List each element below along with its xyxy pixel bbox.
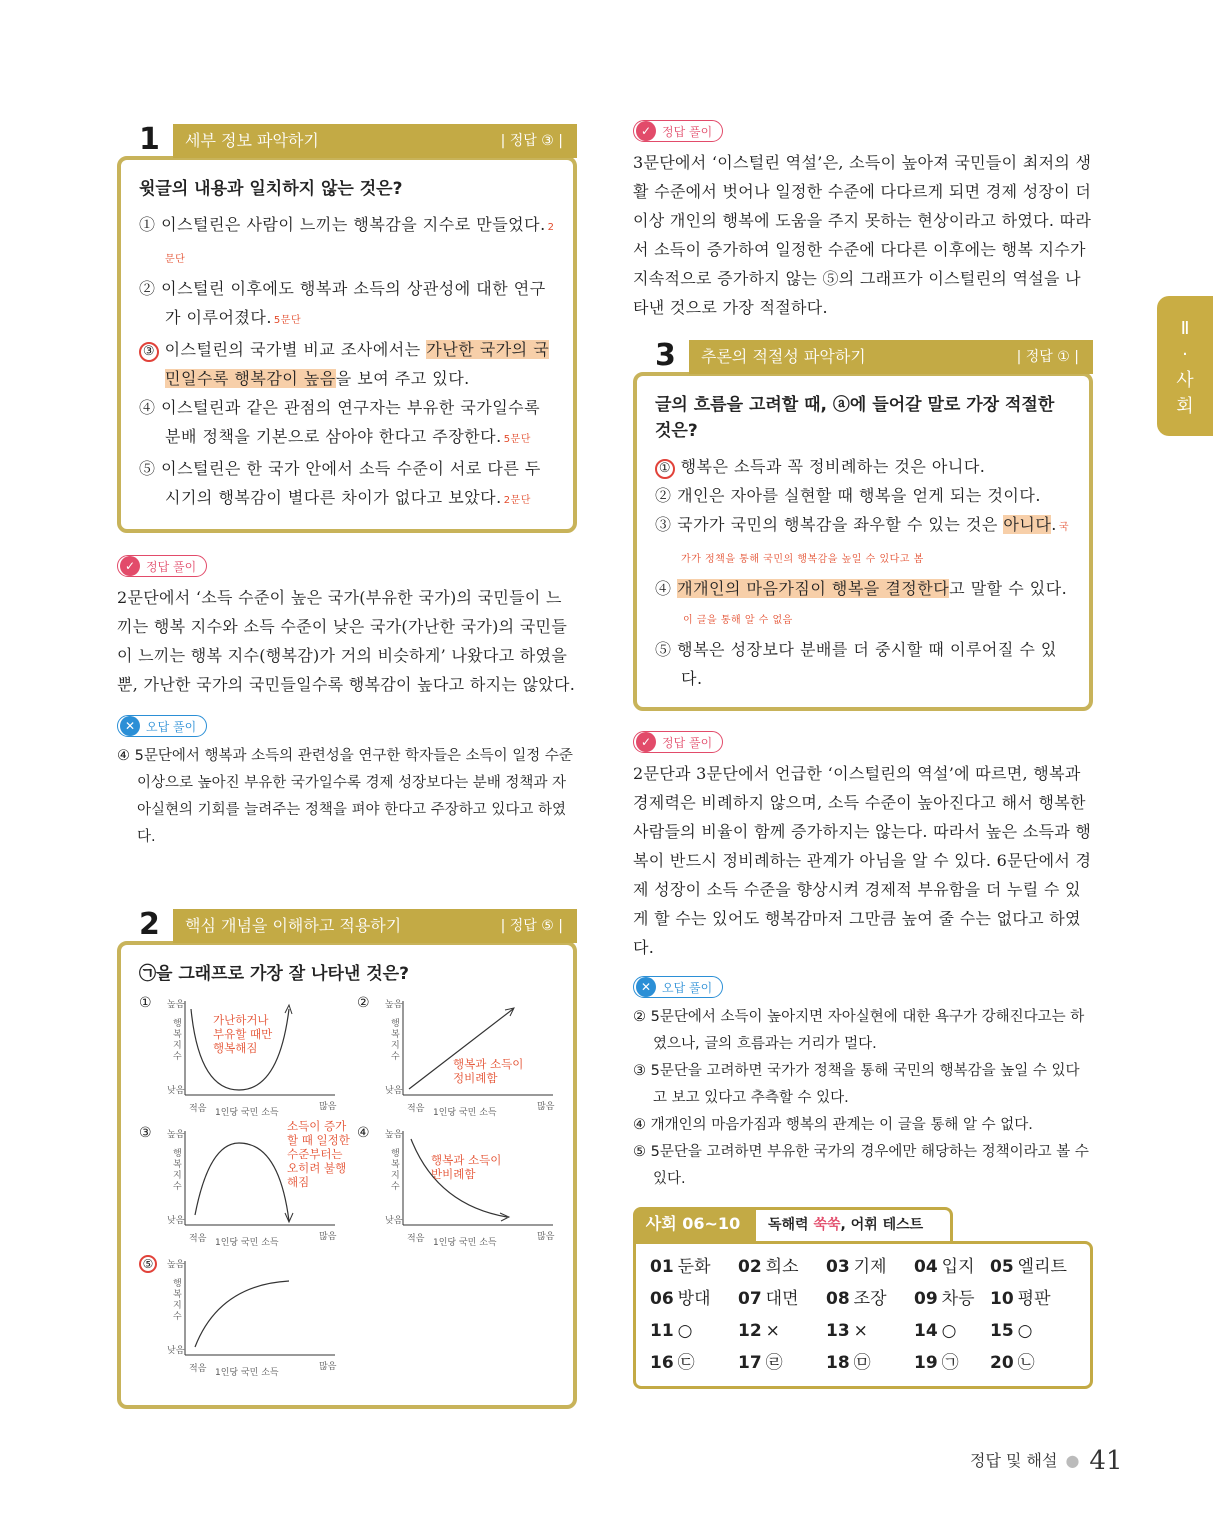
vocab-item: 03 기제	[826, 1257, 887, 1277]
q1-option-3: ③ 이스털린의 국가별 비교 조사에서는 가난한 국가의 국민일수록 행복감이 높음을 보여 주고 있다.	[139, 335, 555, 393]
section-tab: Ⅱ · 사 회	[1157, 296, 1213, 436]
answer-circle-icon: ⑤	[139, 1255, 157, 1273]
q1-title: 윗글의 내용과 일치하지 않는 것은?	[139, 179, 403, 199]
q3-option-4: ④ 개개인의 마음가짐이 행복을 결정한다고 말할 수 있다.이 글을 통해 알 수 없음	[655, 579, 1068, 626]
q3-wrong-badge: ✕ 오답 풀이	[633, 976, 723, 998]
q2-box	[117, 941, 577, 1409]
q3-wrong-item: ④ 개개인의 마음가짐과 행복의 관계는 이 글을 통해 알 수 없다.	[633, 1117, 1033, 1133]
q1-header	[117, 120, 577, 160]
q1-option-2: ② 이스털린 이후에도 행복과 소득의 상관성에 대한 연구가 이루어졌다. 5문단	[139, 279, 546, 327]
q3-option-1: ① 행복은 소득과 꼭 정비례하는 것은 아니다.	[655, 452, 1071, 481]
q1-option-4: ④ 이스털린과 같은 관점의 연구자는 부유한 국가일수록 분배 정책을 기본으로 삼아야 한다고 주장한다. 5문단	[139, 398, 541, 446]
graph-4: ④ 높음 낮음 행복지수 적음 1인당 국민 소득 많음 행복과 소득이 반비례함	[357, 1125, 557, 1245]
vocab-item: 01 둔화	[650, 1257, 711, 1277]
vocab-item: 17 ㉣	[738, 1353, 783, 1373]
q1-wrong-item: ④ 5문단에서 행복과 소득의 관련성을 연구한 학자들은 소득이 일정 수준 이상으로 높아진 부유한 국가일수록 경제 성장보다는 분배 정책과 자아실현의 기회를 늘려주는 정책을 펴야 한다고 주장하고 있다고 하였다.	[117, 748, 573, 845]
vocab-item: 13 ×	[826, 1321, 868, 1341]
q2-graphs	[139, 995, 555, 1395]
q1-answer: | 정답 ③ |	[500, 133, 563, 149]
vocab-box	[633, 1241, 1093, 1389]
vocab-item: 19 ㉠	[914, 1353, 959, 1373]
q1-header-text: 세부 정보 파악하기	[185, 131, 319, 150]
vocab-grid	[650, 1254, 1076, 1376]
check-icon: ✓	[636, 121, 656, 141]
answer-circle-icon: ③	[139, 342, 159, 362]
q1-wrong-badge: ✕ 오답 풀이	[117, 715, 207, 737]
q1-header-bar	[173, 124, 577, 158]
q3-header-text: 추론의 적절성 파악하기	[701, 347, 866, 366]
q3-title: 글의 흐름을 고려할 때, ⓐ에 들어갈 말로 가장 적절한 것은?	[655, 395, 1055, 441]
graph-5: ⑤ 높음 낮음 행복지수 적음 1인당 국민 소득 많음	[139, 1255, 339, 1375]
q3-explain-text: 2문단과 3문단에서 언급한 ‘이스털린의 역설’에 따르면, 행복과 경제력은 비례하지 않으며, 소득 수준이 높아진다고 해서 행복한 사람들의 비율이 함께 증가하지는 않는다. 따라서 높은 소득과 행복이 반드시 정비례하는 관계가 아님을 알 수 있다. 6문단에서 경제 성장이 소득 수준을 향상시켜 경제적 부유함을 더 누릴 수 있게 할 수는 있어도 행복감마저 그만큼 높여 줄 수는 없다고 하였다.	[633, 764, 1092, 957]
page-number: 41	[1089, 1446, 1123, 1476]
q1-option-1: ① 이스털린은 사람이 느끼는 행복감을 지수로 만들었다. 2문단	[139, 215, 555, 265]
answer-circle-icon: ①	[655, 459, 675, 479]
q3-option-3: ③ 국가가 국민의 행복감을 좌우할 수 있는 것은 아니다. 국가가 정책을 통해 국민의 행복감을 높일 수 있다고 봄	[655, 515, 1070, 565]
q3-explain-badge: ✓ 정답 풀이	[633, 731, 723, 753]
q2-number: 2	[139, 907, 160, 942]
q2-title: ㉠을 그래프로 가장 잘 나타낸 것은?	[139, 964, 409, 984]
vocab-item: 07 대면	[738, 1289, 799, 1309]
vocab-item: 10 평판	[990, 1289, 1051, 1309]
x-icon: ✕	[636, 977, 656, 997]
q1-box	[117, 156, 577, 533]
graph-2-annotation: 행복과 소득이 정비례함	[453, 1057, 524, 1085]
graph-5-plot	[139, 1255, 339, 1375]
q3-box	[633, 372, 1093, 711]
q3-option-5: ⑤ 행복은 성장보다 분배를 더 중시할 때 이루어질 수 있다.	[655, 640, 1057, 688]
vocab-item: 08 조장	[826, 1289, 887, 1309]
q1-explain-text: 2문단에서 ‘소득 수준이 높은 국가(부유한 국가)의 국민들이 느끼는 행복 지수와 소득 수준이 낮은 국가(가난한 국가)의 국민들이 느끼는 행복 지수(행복감)가 거의 비슷하게’ 나왔다고 하였을 뿐, 가난한 국가의 국민들일수록 행복감이 높다고 하지는 않았다.	[117, 588, 576, 694]
page-footer: 정답 및 해설 ● 41	[970, 1446, 1123, 1476]
graph-2-plot	[357, 995, 557, 1115]
graph-1-annotation: 가난하거나 부유할 때만 행복해짐	[213, 1013, 273, 1055]
vocab-item: 11 ○	[650, 1321, 693, 1341]
q3-option-2: ② 개인은 자아를 실현할 때 행복을 얻게 되는 것이다.	[655, 486, 1041, 505]
vocab-title: 사회 06~10	[633, 1207, 753, 1241]
q3-wrong-item: ⑤ 5문단을 고려하면 부유한 국가의 경우에만 해당하는 정책이라고 볼 수 있다.	[633, 1144, 1089, 1187]
graph-4-plot	[357, 1125, 557, 1245]
check-icon: ✓	[120, 556, 140, 576]
check-icon: ✓	[636, 732, 656, 752]
graph-2: ② 높음 낮음 행복지수 적음 1인당 국민 소득 많음 행복과 소득이 정비례함	[357, 995, 557, 1115]
vocab-item: 04 입지	[914, 1257, 975, 1277]
q3-answer: | 정답 ① |	[1016, 349, 1079, 365]
vocab-item: 09 차등	[914, 1289, 975, 1309]
vocab-item: 20 ㉡	[990, 1353, 1035, 1373]
q2-explain-badge: ✓ 정답 풀이	[633, 120, 723, 142]
vocab-header	[633, 1207, 1093, 1241]
q2-answer: | 정답 ⑤ |	[500, 918, 563, 934]
q1-option-5: ⑤ 이스털린은 한 국가 안에서 소득 수준이 서로 다른 두 시기의 행복감이 별다른 차이가 없다고 보았다. 2문단	[139, 459, 541, 507]
footer-label: 정답 및 해설	[970, 1451, 1058, 1470]
vocab-item: 06 방대	[650, 1289, 711, 1309]
x-icon: ✕	[120, 716, 140, 736]
vocab-item: 02 희소	[738, 1257, 799, 1277]
graph-3-annotation: 소득이 증가할 때 일정한 수준부터는 오히려 불행해짐	[287, 1119, 350, 1189]
vocab-item: 15 ○	[990, 1321, 1033, 1341]
graph-4-annotation: 행복과 소득이 반비례함	[431, 1153, 502, 1181]
q2-header-text: 핵심 개념을 이해하고 적용하기	[185, 916, 402, 935]
right-column	[633, 120, 1093, 1389]
q2-explain-text: 3문단에서 ‘이스털린 역설’은, 소득이 높아져 국민들이 최저의 생활 수준에서 벗어나 일정한 수준에 다다르게 되면 경제 성장이 더 이상 개인의 행복에 도움을 주지 못하는 현상이라고 하였다. 따라서 소득이 증가하여 일정한 수준에 다다른 이후에는 행복 지수가 지속적으로 증가하지 않는 ⑤의 그래프가 이스털린의 역설을 나타낸 것으로 가장 적절하다.	[633, 153, 1092, 317]
q3-wrong-item: ③ 5문단을 고려하면 국가가 정책을 통해 국민의 행복감을 높일 수 있다고 보고 있다고 추측할 수 있다.	[633, 1063, 1080, 1106]
vocab-item: 05 엘리트	[990, 1257, 1067, 1277]
vocab-item: 14 ○	[914, 1321, 957, 1341]
graph-1: ① 높음 낮음 행복지수 적음 1인당 국민 소득 많음 가난하거나 부유할 때만 행복해짐	[139, 995, 339, 1115]
q3-header-bar	[689, 340, 1093, 374]
q3-wrong-item: ② 5문단에서 소득이 높아지면 자아실현에 대한 욕구가 강해진다고는 하였으나, 글의 흐름과는 거리가 멀다.	[633, 1009, 1085, 1052]
q1-explain-badge: ✓ 정답 풀이	[117, 555, 207, 577]
q3-header	[633, 336, 1093, 376]
vocab-item: 12 ×	[738, 1321, 780, 1341]
vocab-item: 16 ㉢	[650, 1353, 695, 1373]
graph-3: ③ 높음 낮음 행복지수 적음 1인당 국민 소득 많음 소득이 증가할 때 일정한 수준부터는 오히려 불행해짐	[139, 1125, 339, 1245]
vocab-subtitle: 독해력 쑥쑥, 어휘 테스트	[753, 1207, 953, 1241]
left-column	[117, 120, 577, 1409]
q2-header	[117, 905, 577, 945]
q2-header-bar	[173, 909, 577, 943]
q3-number: 3	[655, 338, 676, 373]
q1-number: 1	[139, 122, 160, 157]
vocab-item: 18 ㉤	[826, 1353, 871, 1373]
